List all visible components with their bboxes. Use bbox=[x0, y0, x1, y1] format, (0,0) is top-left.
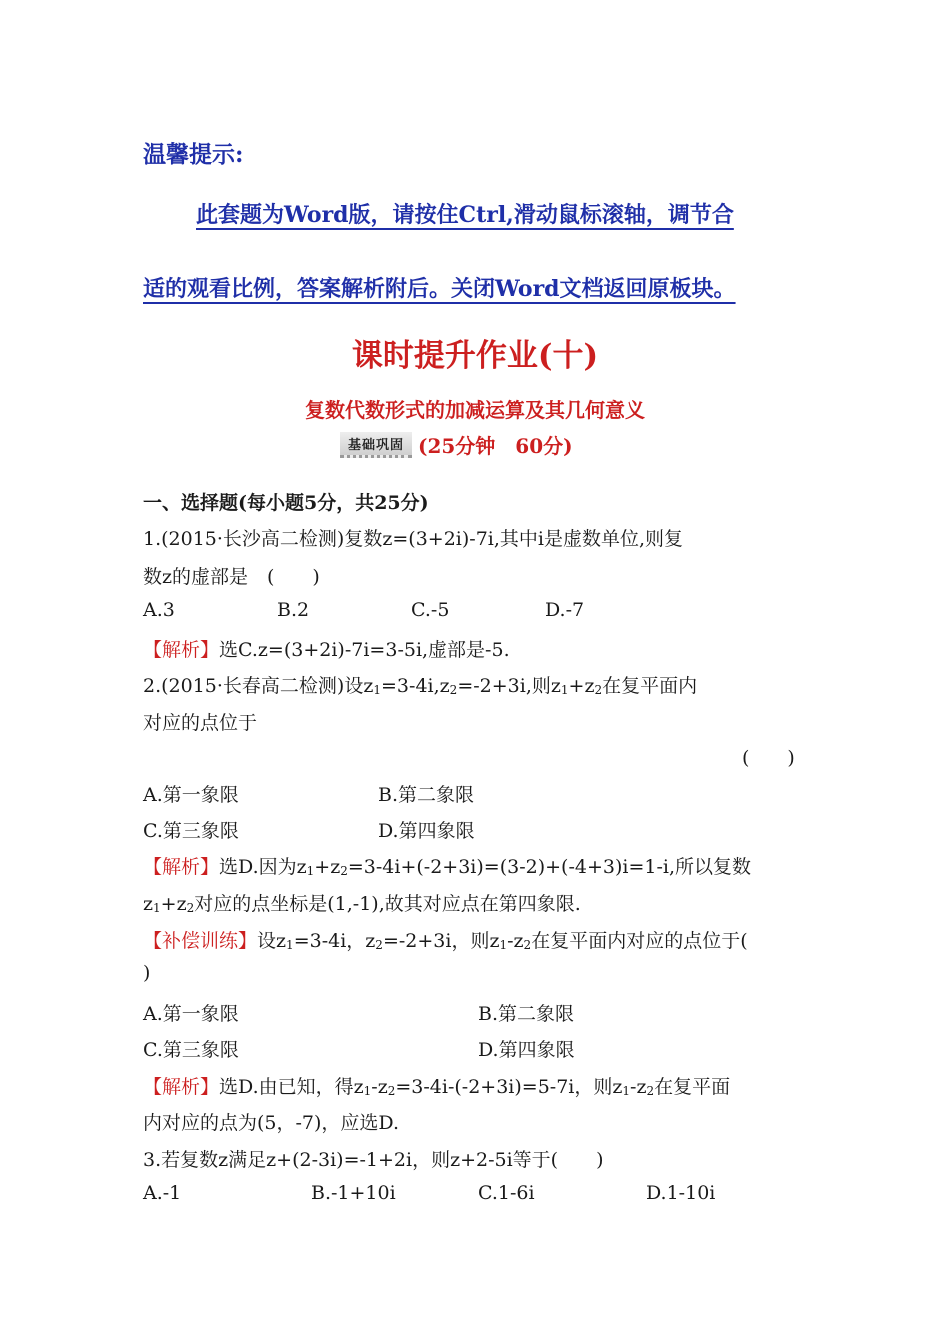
z1-symbol: $z_1$ bbox=[363, 675, 382, 697]
q2-tail: 在复平面内 bbox=[602, 675, 698, 697]
z2-symbol: $z_2$ bbox=[176, 893, 195, 915]
extra-tag: 【补偿训练】 bbox=[143, 930, 258, 952]
page-title: 课时提升作业(十) bbox=[351, 338, 599, 374]
analysis-text: 选C.z=(3+2i)-7i=3-5i,虚部是-5. bbox=[219, 639, 510, 661]
q1-option-d: D.-7 bbox=[545, 599, 585, 621]
extra-line-1: 【补偿训练】设$z_1=3-4i$，$z_2=-2+3i$，则$z_1-z_2$在复平面内对应的点位于( bbox=[143, 930, 748, 952]
analysis-tag: 【解析】 bbox=[143, 856, 220, 878]
extra-analysis-line-1: 【解析】选D.由已知，得$z_1-z_2=3-4i-(-2+3i)=5-7i$，则$z_1-z_2$在复平面 bbox=[143, 1076, 731, 1098]
z1-symbol: $z_1$ bbox=[489, 930, 508, 952]
q2-answer-paren: ( ) bbox=[742, 747, 795, 769]
analysis-text: =3-4i-(-2+3i)=5-7i，则 bbox=[395, 1076, 613, 1098]
extra-option-c: C.第三象限 bbox=[143, 1039, 239, 1061]
analysis-tag: 【解析】 bbox=[143, 1076, 220, 1098]
z1-symbol: $z_1$ bbox=[353, 1076, 372, 1098]
analysis-text: 对应的点坐标是(1,-1),故其对应点在第四象限. bbox=[194, 893, 581, 915]
q2-line-1 bbox=[143, 671, 697, 698]
q3-option-b: B.-1+10i bbox=[311, 1182, 396, 1204]
section-heading: 一、选择题(每小题5分，共25分) bbox=[143, 492, 429, 514]
plus-sign: + bbox=[568, 675, 585, 697]
q1-line-2: 数z的虚部是 ( ) bbox=[143, 566, 320, 588]
z2-symbol: $z_2$ bbox=[584, 675, 603, 697]
z1-symbol: $z_1$ bbox=[296, 856, 315, 878]
q1-line-1: 1.(2015·长沙高二检测)复数z=(3+2i)-7i,其中i是虚数单位,则复 bbox=[143, 528, 684, 550]
extra-text: =3-4i， bbox=[293, 930, 366, 952]
z1-symbol: $z_1$ bbox=[550, 675, 569, 697]
z2-symbol: $z_2$ bbox=[377, 1076, 396, 1098]
z1-eq: =3-4i, bbox=[381, 675, 440, 697]
q1-analysis bbox=[143, 635, 510, 662]
q2-option-c: C.第三象限 bbox=[143, 820, 239, 842]
analysis-text: 选D.因为 bbox=[219, 856, 297, 878]
tip-line-2: 适的观看比例，答案解析附后。关闭Word文档返回原板块。 bbox=[143, 276, 736, 302]
q3-line-1: 3.若复数z满足z+(2-3i)=-1+2i，则z+2-5i等于( ) bbox=[143, 1149, 604, 1171]
extra-text: 在复平面内对应的点位于( bbox=[531, 930, 748, 952]
z2-eq: =-2+3i,则 bbox=[457, 675, 551, 697]
analysis-tag: 【解析】 bbox=[143, 639, 220, 661]
z2-symbol: $z_2$ bbox=[439, 675, 458, 697]
z1-symbol: $z_1$ bbox=[276, 930, 294, 952]
level-badge: 基础巩固 bbox=[340, 432, 412, 458]
q1-option-a: A.3 bbox=[143, 599, 175, 621]
q1-option-b: B.2 bbox=[277, 599, 310, 621]
extra-analysis-line-2: 内对应的点为(5，-7)，应选D. bbox=[143, 1112, 400, 1134]
extra-option-d: D.第四象限 bbox=[478, 1039, 575, 1061]
q2-analysis-line-1: 【解析】选D.因为$z_1+z_2=3-4i+(-2+3i)=(3-2)+(-4+3)i=1-i$,所以复数 bbox=[143, 856, 752, 878]
q1-option-c: C.-5 bbox=[411, 599, 450, 621]
analysis-text: 在复平面 bbox=[654, 1076, 731, 1098]
extra-line-2: ) bbox=[143, 962, 151, 984]
q2-option-d: D.第四象限 bbox=[378, 820, 475, 842]
z2-symbol: $z_2$ bbox=[365, 930, 383, 952]
q2-line-2: 对应的点位于 bbox=[143, 712, 258, 734]
q2-prefix: 2.(2015·长春高二检测)设 bbox=[143, 675, 364, 697]
extra-option-b: B.第二象限 bbox=[478, 1003, 575, 1025]
extra-text: =-2+3i，则 bbox=[382, 930, 490, 952]
z1-symbol: $z_1$ bbox=[143, 893, 161, 915]
q3-option-c: C.1-6i bbox=[478, 1182, 535, 1204]
tip-line-1: 此套题为Word版，请按住Ctrl,滑动鼠标滚轴，调节合 bbox=[196, 202, 734, 228]
page-subtitle: 复数代数形式的加减运算及其几何意义 bbox=[305, 398, 645, 422]
tip-title: 温馨提示: bbox=[143, 141, 244, 168]
q3-option-a: A.-1 bbox=[143, 1182, 182, 1204]
time-score: (25分钟 60分) bbox=[418, 434, 573, 458]
extra-text: 设 bbox=[257, 930, 277, 952]
q2-option-a: A.第一象限 bbox=[143, 784, 239, 806]
q3-option-d: D.1-10i bbox=[646, 1182, 716, 1204]
level-row bbox=[340, 430, 573, 459]
analysis-text: 选D.由已知，得 bbox=[219, 1076, 354, 1098]
z2-symbol: $z_2$ bbox=[513, 930, 532, 952]
z2-symbol: $z_2$ bbox=[636, 1076, 655, 1098]
q2-analysis-line-2: $z_1+z_2$对应的点坐标是(1,-1),故其对应点在第四象限. bbox=[143, 893, 581, 915]
analysis-text: =3-4i+(-2+3i)=(3-2)+(-4+3)i=1-i,所以复数 bbox=[347, 856, 752, 878]
extra-option-a: A.第一象限 bbox=[143, 1003, 239, 1025]
z1-symbol: $z_1$ bbox=[612, 1076, 631, 1098]
z2-symbol: $z_2$ bbox=[330, 856, 348, 878]
q2-option-b: B.第二象限 bbox=[378, 784, 475, 806]
